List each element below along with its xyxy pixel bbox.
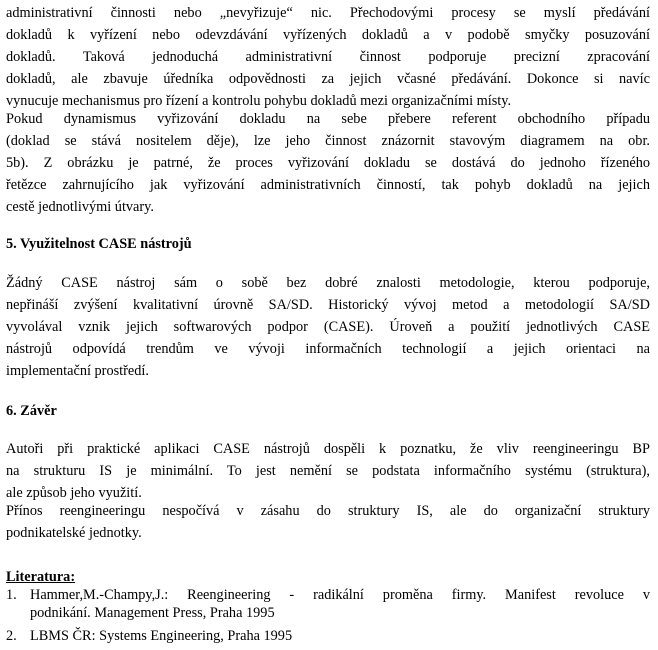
- reference-text: LBMS ČR: Systems Engineering, Praha 1995: [30, 628, 293, 644]
- reference-number: 2.: [6, 628, 17, 644]
- paragraph-line: Přínos reengineeringu nespočívá v zásahu do struktury IS, ale do organizační struktury: [6, 503, 650, 519]
- paragraph-line: Žádný CASE nástroj sám o sobě bez dobré znalosti metodologie, kterou podporuje,: [6, 275, 650, 291]
- paragraph-line: administrativní činnosti nebo „nevyřizuje“ nic. Přechodovými procesy se myslí předávání: [6, 5, 650, 21]
- paragraph-line: dokladů. Taková jednoduchá administrativní činnost podporuje precizní zpracování: [6, 49, 650, 65]
- literature-heading: Literatura:: [6, 569, 76, 585]
- paragraph-line: nepřináší zvýšení kvalitativní úrovně SA/SD. Historický vývoj metod a metodologií SA/SD: [6, 297, 650, 313]
- paragraph-line: vyvolával vznik jejich softwarových podpor (CASE). Úroveň a použití jednotlivých CASE: [6, 319, 650, 335]
- section-heading: 5. Využitelnost CASE nástrojů: [6, 236, 192, 252]
- paragraph-line: dokladů, ale zbavuje úředníka odpovědnosti za jejich včasné předávání. Dokonce si navíc: [6, 71, 650, 87]
- paragraph-line: (doklad se stává nositelem děje), lze jeho činnost znázornit stavovým diagramem na obr.: [6, 133, 650, 149]
- reference-text: Hammer,M.-Champy,J.: Reengineering - radikální proměna firmy. Manifest revoluce v: [30, 587, 650, 603]
- paragraph-line: 5b). Z obrázku je patrné, že proces vyřizování dokladu se dostává do jednoho řízeného: [6, 155, 650, 171]
- section-heading: 6. Závěr: [6, 403, 57, 419]
- paragraph-line: cestě jednotlivými útvary.: [6, 199, 154, 215]
- reference-number: 1.: [6, 587, 17, 603]
- paragraph-line: podnikatelské jednotky.: [6, 525, 142, 541]
- paragraph-line: Pokud dynamismus vyřizování dokladu na sebe přebere referent obchodního případu: [6, 111, 650, 127]
- reference-text: podnikání. Management Press, Praha 1995: [30, 605, 275, 621]
- paragraph-line: nástrojů odpovídá trendům ve vývoji informačních technologií a jejich orientaci na: [6, 341, 650, 357]
- paragraph-line: na strukturu IS je minimální. To jest nemění se podstata informačního systému (struktura),: [6, 463, 650, 479]
- paragraph-line: ale způsob jeho využití.: [6, 485, 142, 501]
- paragraph-line: Autoři při praktické aplikaci CASE nástrojů dospěli k poznatku, že vliv reengineeringu BP: [6, 441, 650, 457]
- paragraph-line: implementační prostředí.: [6, 363, 149, 379]
- paragraph-line: řetězce zahrnujícího jak vyřizování administrativních činností, tak pohyb dokladů na jejich: [6, 177, 650, 193]
- paragraph-line: vynucuje mechanismus pro řízení a kontrolu pohybu dokladů mezi organizačními místy.: [6, 93, 512, 109]
- paragraph-line: dokladů k vyřízení nebo odevzdávání vyřízených dokladů a v podobě smyčky posuzování: [6, 27, 650, 43]
